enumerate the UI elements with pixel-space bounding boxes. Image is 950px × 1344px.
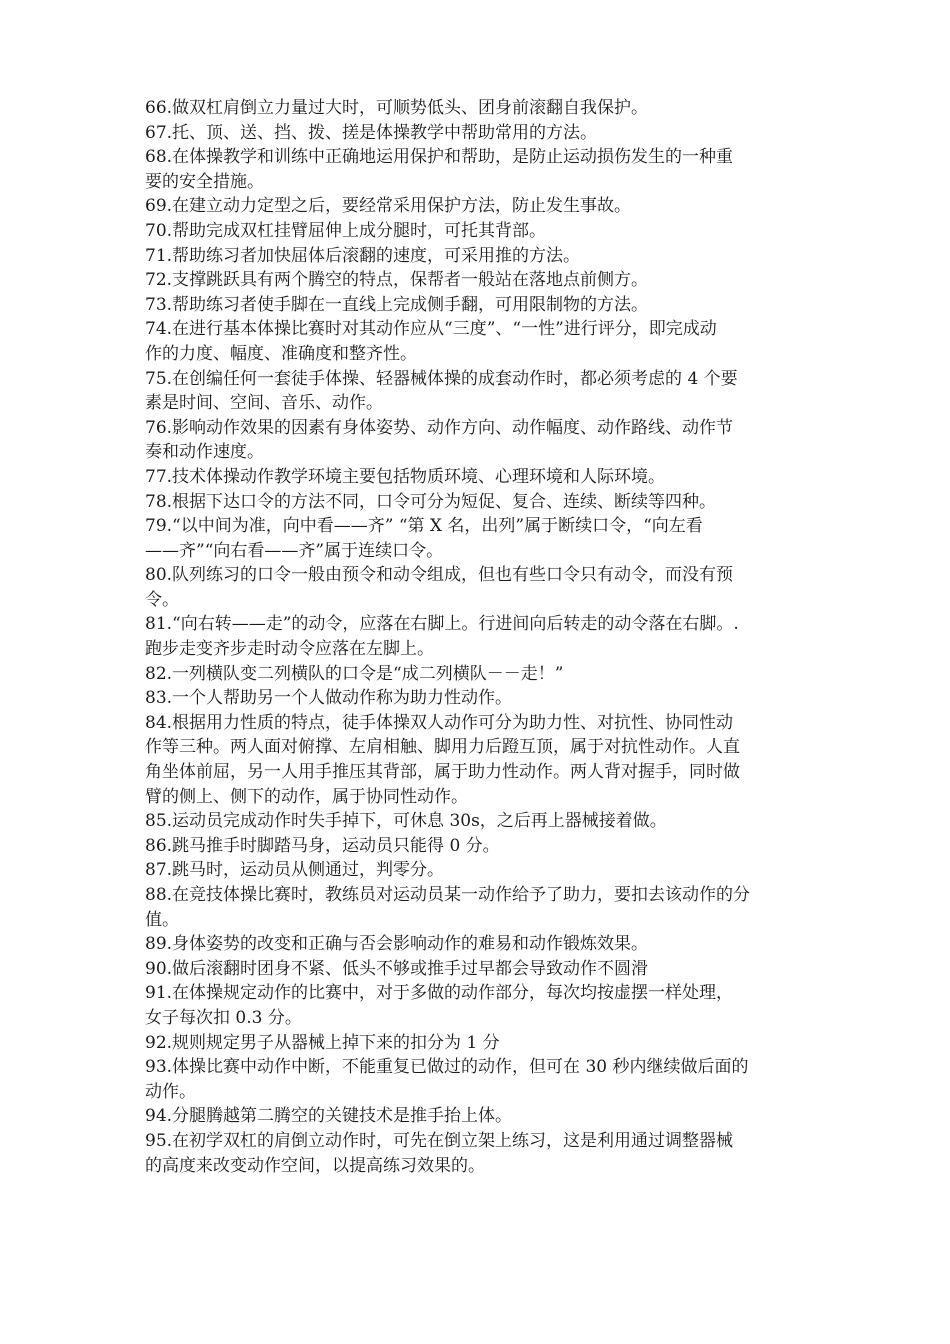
text-line: 67.托、顶、送、挡、拨、搓是体操教学中帮助常用的方法。 [145, 122, 598, 143]
text-line: 86.跳马推手时脚踏马身，运动员只能得 0 分。 [145, 835, 500, 856]
text-line: 动作。 [145, 1081, 196, 1102]
text-line: 91.在体操规定动作的比赛中，对于多做的动作部分，每次均按虚摆一样处理， [145, 983, 734, 1004]
text-line: 值。 [145, 909, 179, 930]
text-line: 73.帮助练习者使手脚在一直线上完成侧手翻，可用限制物的方法。 [145, 294, 649, 315]
text-line: 83.一个人帮助另一个人做动作称为助力性动作。 [145, 688, 513, 709]
text-line: 令。 [145, 589, 179, 610]
document-body [145, 96, 825, 1178]
text-line: 臂的侧上、侧下的动作，属于协同性动作。 [145, 786, 468, 807]
text-line: ——齐”“向右看——齐”属于连续口令。 [145, 540, 444, 561]
text-line: 89.身体姿势的改变和正确与否会影响动作的难易和动作锻炼效果。 [145, 934, 649, 955]
text-line: 88.在竞技体操比赛时，教练员对运动员某一动作给予了助力，要扣去该动作的分 [145, 885, 751, 905]
text-line: 跑步走变齐步走时动令应落在左脚上。 [145, 639, 434, 660]
text-line: 94.分腿腾越第二腾空的关键技术是推手抬上体。 [145, 1106, 513, 1127]
text-line: 68.在体操教学和训练中正确地运用保护和帮助，是防止运动损伤发生的一种重 [145, 147, 734, 168]
text-line: 78.根据下达口令的方法不同，口令可分为短促、复合、连续、断续等四种。 [145, 491, 717, 512]
text-line: 74.在进行基本体操比赛时对其动作应从“三度”、“一性”进行评分，即完成动 [145, 319, 717, 340]
text-line: 角坐体前屈，另一人用手推压其背部，属于助力性动作。两人背对握手，同时做 [145, 762, 740, 783]
text-line: 79.“以中间为准，向中看——齐” “第 X 名，出列”属于断续口令，“向左看 [145, 516, 703, 537]
text-line: 95.在初学双杠的肩倒立动作时，可先在倒立架上练习，这是利用通过调整器械 [145, 1130, 734, 1151]
text-line: 要的安全措施。 [145, 171, 264, 192]
text-line: 90.做后滚翻时团身不紧、低头不够或推手过早都会导致动作不圆滑 [145, 958, 649, 979]
text-line: 80.队列练习的口令一般由预令和动令组成，但也有些口令只有动令，而没有预 [145, 565, 734, 586]
text-line: 85.运动员完成动作时失手掉下，可休息 30s，之后再上器械接着做。 [145, 811, 667, 832]
text-line: 66.做双杠肩倒立力量过大时，可顺势低头、团身前滚翻自我保护。 [145, 98, 649, 118]
text-line: 作等三种。两人面对俯撑、左肩相触、脚用力后蹬互顶，属于对抗性动作。人直 [145, 737, 740, 758]
text-line: 87.跳马时，运动员从侧通过，判零分。 [145, 860, 445, 881]
text-line: 92.规则规定男子从器械上掉下来的扣分为 1 分 [145, 1032, 500, 1053]
text-line: 76.影响动作效果的因素有身体姿势、动作方向、动作幅度、动作路线、动作节 [145, 417, 734, 438]
text-line: 72.支撑跳跃具有两个腾空的特点，保帮者一般站在落地点前侧方。 [145, 270, 649, 291]
text-line: 作的力度、幅度、准确度和整齐性。 [145, 343, 417, 364]
text-line: 81.“向右转——走”的动令，应落在右脚上。行进间向后转走的动令落在右脚。. [145, 614, 739, 635]
text-line: 71.帮助练习者加快屈体后滚翻的速度，可采用推的方法。 [145, 245, 581, 266]
text-line: 奏和动作速度。 [145, 442, 264, 463]
text-line: 素是时间、空间、音乐、动作。 [145, 393, 383, 414]
text-line: 70.帮助完成双杠挂臂屈伸上成分腿时，可托其背部。 [145, 220, 547, 241]
text-line: 82.一列横队变二列横队的口令是“成二列横队－－走！” [145, 663, 564, 684]
text-line: 69.在建立动力定型之后，要经常采用保护方法，防止发生事故。 [145, 196, 632, 217]
text-line: 75.在创编任何一套徒手体操、轻器械体操的成套动作时，都必须考虑的 4 个要 [145, 368, 738, 389]
text-line: 的高度来改变动作空间，以提高练习效果的。 [145, 1155, 485, 1176]
text-line: 女子每次扣 0.3 分。 [145, 1007, 302, 1028]
text-line: 84.根据用力性质的特点，徒手体操双人动作可分为助力性、对抗性、协同性动 [145, 712, 734, 733]
text-line: 77.技术体操动作教学环境主要包括物质环境、心理环境和人际环境。 [145, 466, 666, 487]
text-line: 93.体操比赛中动作中断，不能重复已做过的动作，但可在 30 秒内继续做后面的 [145, 1057, 749, 1078]
